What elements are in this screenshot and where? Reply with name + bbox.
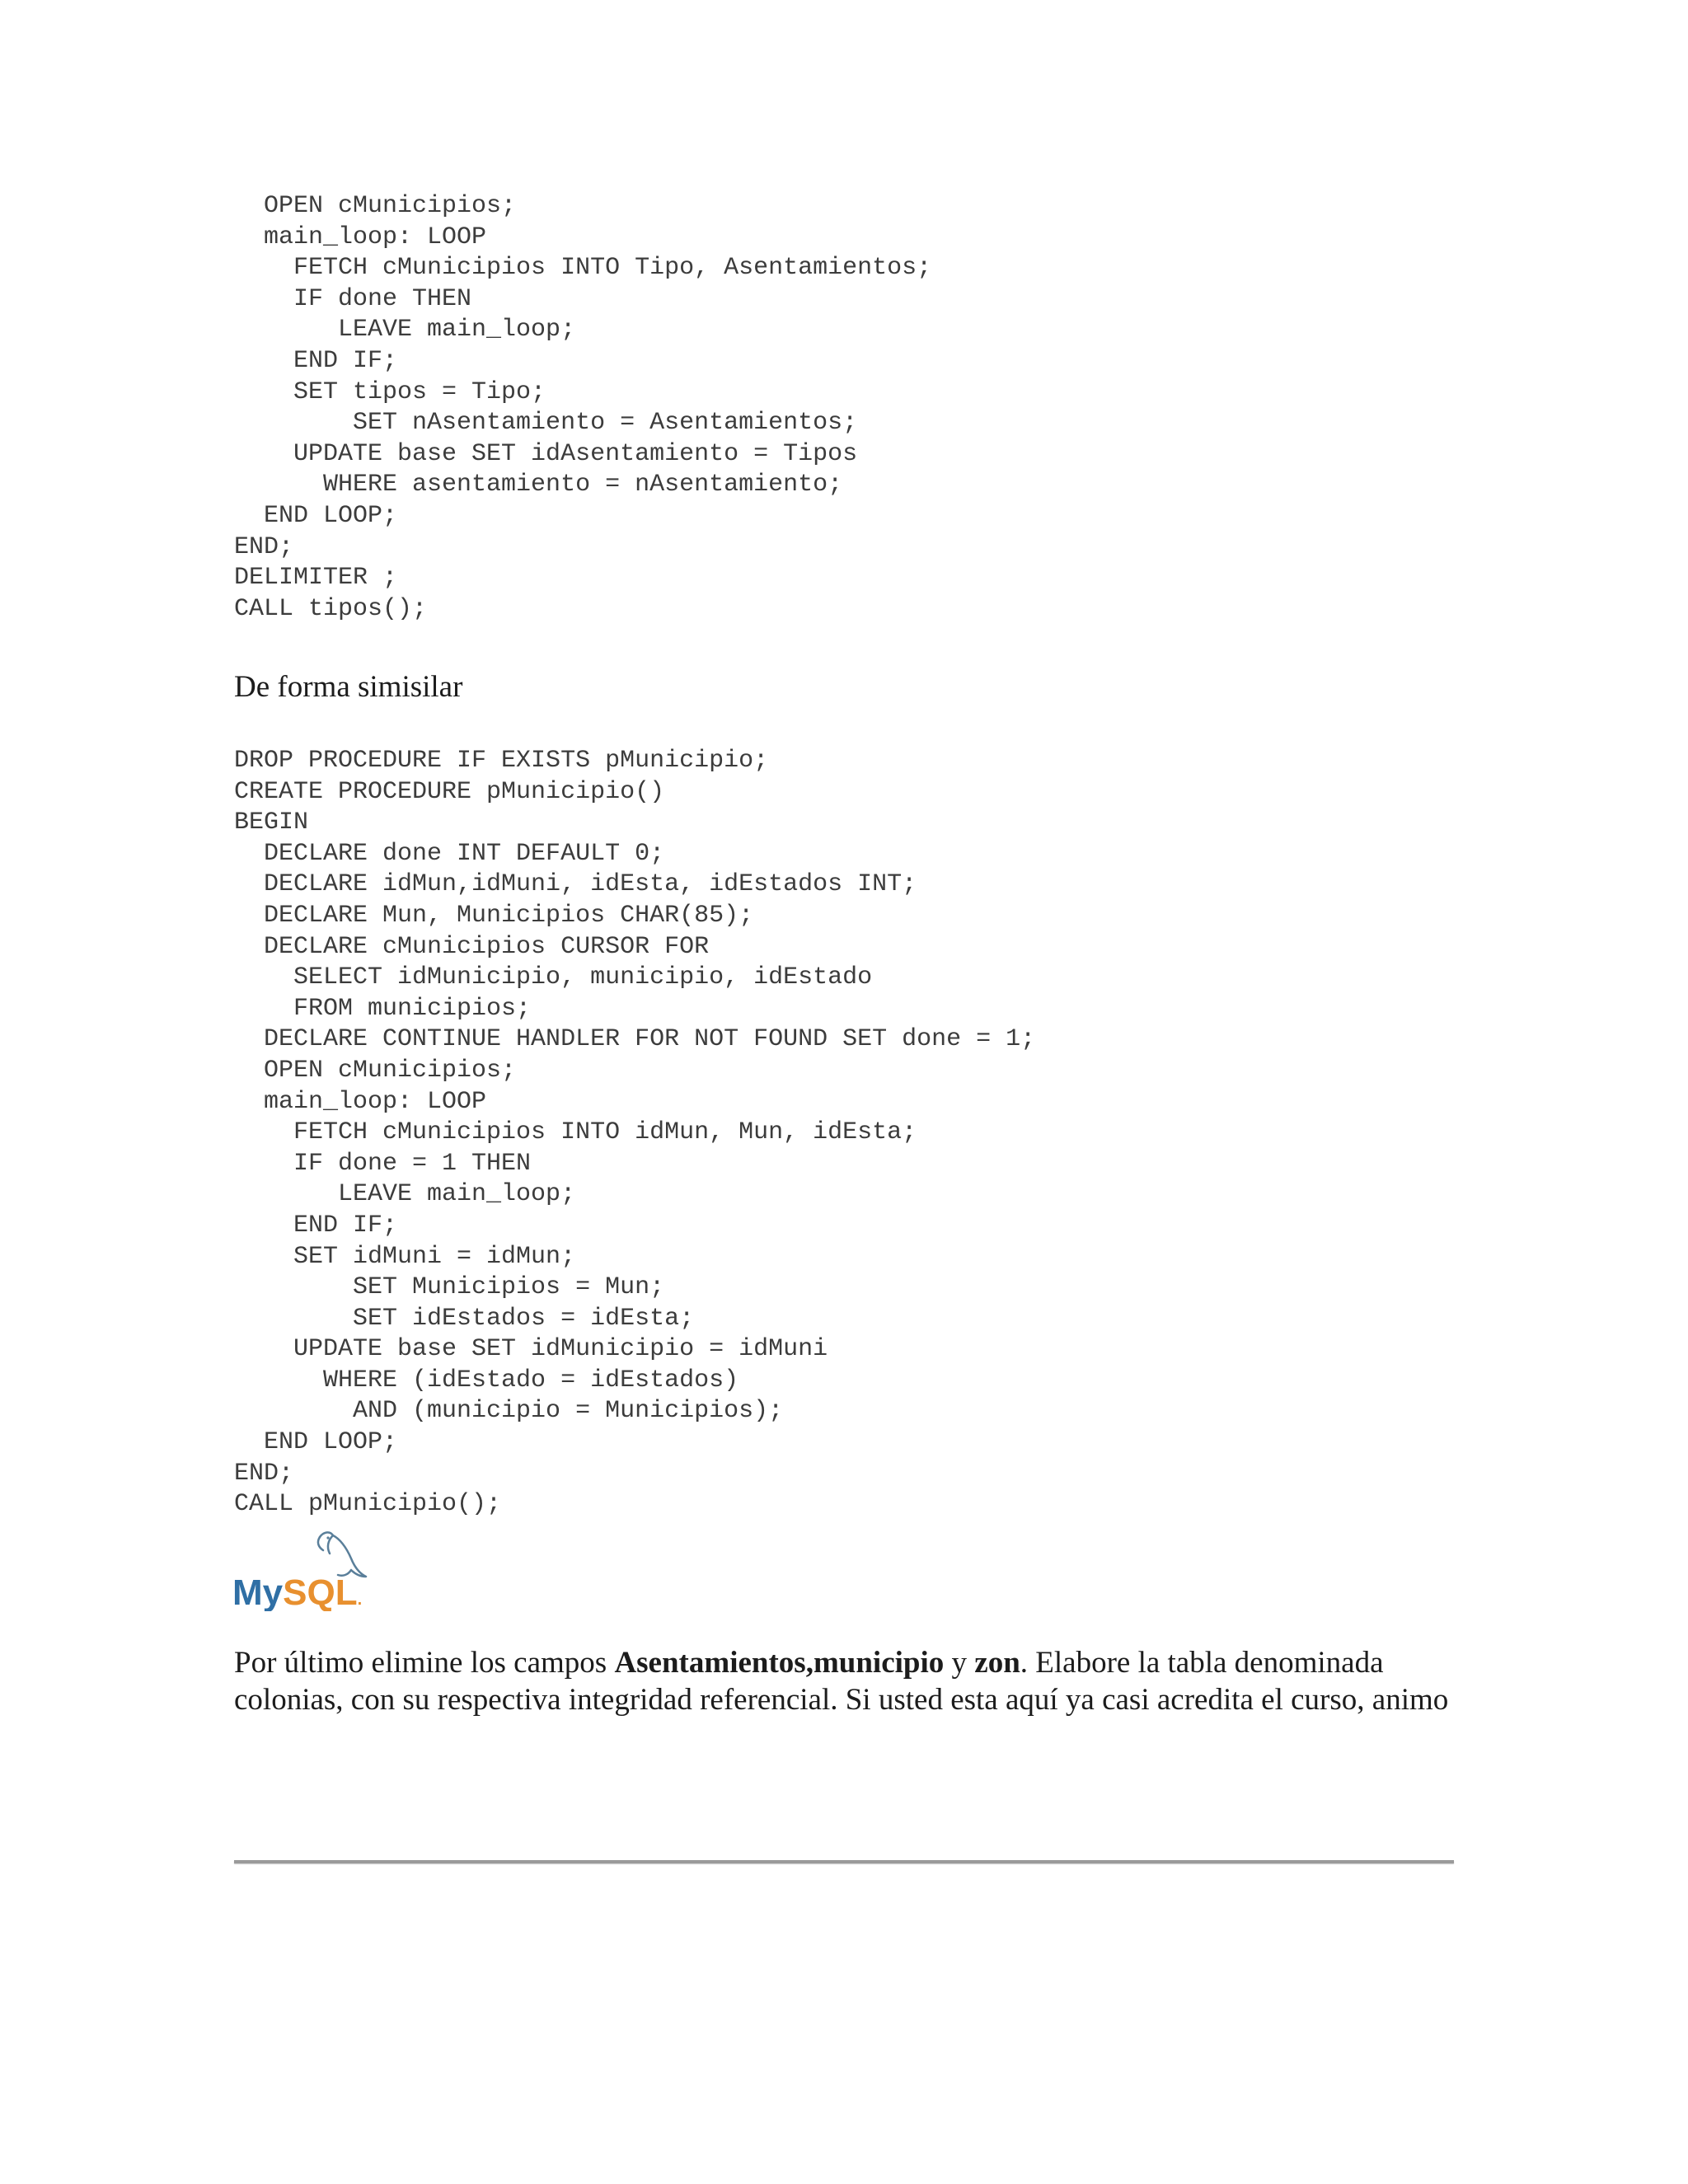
code-line: FETCH cMunicipios INTO idMun, Mun, idEsta;: [234, 1118, 917, 1147]
code-line: FETCH cMunicipios INTO Tipo, Asentamientos;: [234, 254, 932, 283]
code-line: CALL pMunicipio();: [234, 1490, 502, 1519]
code-line: DECLARE CONTINUE HANDLER FOR NOT FOUND SET done = 1;: [234, 1025, 1036, 1054]
logo-text-sql: SQL: [283, 1572, 358, 1611]
code-line: END LOOP;: [234, 501, 398, 530]
code-line: DECLARE idMun,idMuni, idEsta, idEstados INT;: [234, 870, 917, 899]
code-line: main_loop: LOOP: [234, 1087, 487, 1116]
closing-text-1: Por último elimine los campos: [234, 1646, 615, 1680]
dolphin-icon: [318, 1532, 366, 1577]
code-line: END IF;: [234, 346, 398, 375]
code-line: BEGIN: [234, 808, 309, 837]
code-line: SET idEstados = idEsta;: [234, 1304, 695, 1333]
logo-text-my: My: [232, 1572, 284, 1611]
paragraph-similar: De forma simisilar: [234, 670, 463, 704]
code-line: DECLARE cMunicipios CURSOR FOR: [234, 932, 710, 961]
code-line: CREATE PROCEDURE pMunicipio(): [234, 777, 665, 806]
closing-paragraph: [234, 1644, 1454, 1718]
code-block-tipos: [234, 191, 931, 625]
code-line: AND (municipio = Municipios);: [234, 1397, 784, 1426]
code-line: END;: [234, 532, 294, 561]
code-line: FROM municipios;: [234, 994, 532, 1023]
code-line: DECLARE Mun, Municipios CHAR(85);: [234, 901, 754, 930]
code-line: WHERE (idEstado = idEstados): [234, 1366, 739, 1394]
svg-text:MySQL.: [232, 1572, 362, 1611]
code-line: OPEN cMunicipios;: [234, 1056, 517, 1085]
code-line: OPEN cMunicipios;: [234, 192, 517, 220]
code-line: SET idMuni = idMun;: [234, 1242, 576, 1271]
code-line: END IF;: [234, 1211, 398, 1240]
code-line: DECLARE done INT DEFAULT 0;: [234, 839, 665, 868]
field-zon: zon: [974, 1646, 1020, 1680]
code-line: UPDATE base SET idMunicipio = idMuni: [234, 1335, 828, 1364]
code-line: WHERE asentamiento = nAsentamiento;: [234, 471, 843, 499]
field-municipio: municipio: [813, 1646, 945, 1680]
code-line: END LOOP;: [234, 1428, 398, 1457]
field-separator: ,: [805, 1646, 814, 1680]
code-line: SET tipos = Tipo;: [234, 377, 546, 406]
code-block-pmunicipio: [234, 746, 1035, 1521]
code-line: UPDATE base SET idAsentamiento = Tipos: [234, 439, 858, 468]
code-line: DROP PROCEDURE IF EXISTS pMunicipio;: [234, 747, 769, 775]
closing-text-2: y: [944, 1646, 975, 1680]
code-line: main_loop: LOOP: [234, 223, 487, 251]
field-asentamientos: Asentamientos: [614, 1646, 806, 1680]
horizontal-divider: [234, 1860, 1454, 1863]
code-line: IF done THEN: [234, 284, 472, 313]
code-line: SET Municipios = Mun;: [234, 1273, 665, 1302]
code-line: SELECT idMunicipio, municipio, idEstado: [234, 963, 873, 992]
code-line: IF done = 1 THEN: [234, 1149, 532, 1178]
code-line: CALL tipos();: [234, 594, 428, 623]
logo-dot: .: [357, 1591, 363, 1609]
code-line: END;: [234, 1459, 294, 1488]
mysql-logo: [231, 1529, 383, 1611]
code-line: LEAVE main_loop;: [234, 316, 576, 344]
code-line: SET nAsentamiento = Asentamientos;: [234, 409, 858, 438]
closing-text-3: . Elabore la tabla denominada colonias, con su respectiva integridad referencial. Si usted esta aquí ya casi acredita el curso, animo: [234, 1646, 1449, 1717]
code-line: DELIMITER ;: [234, 564, 398, 593]
code-line: LEAVE main_loop;: [234, 1180, 576, 1209]
